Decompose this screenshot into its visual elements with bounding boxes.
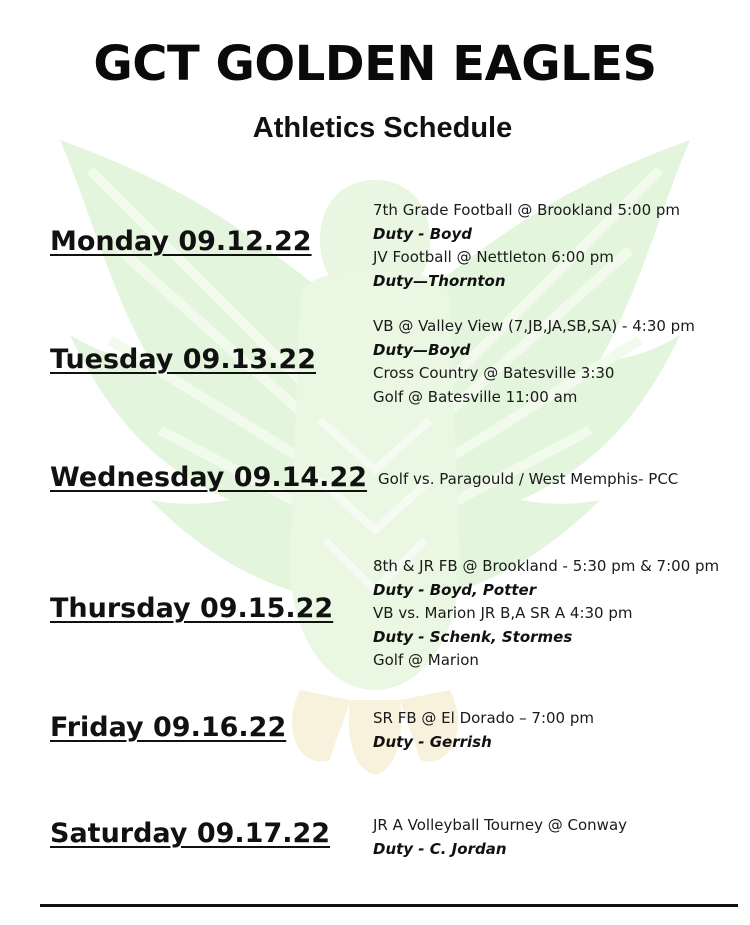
day-label-saturday: Saturday 09.17.22 [50,818,331,849]
duty-item: Duty - Boyd [373,224,473,243]
duty-item: Duty - Boyd, Potter [373,580,537,599]
events-thursday [373,555,719,673]
event-item: VB vs. Marion JR B,A SR A 4:30 pm [373,604,633,622]
event-item: JR A Volleyball Tourney @ Conway [373,816,628,834]
duty-item: Duty - Gerrish [373,732,492,751]
bottom-divider [40,904,738,907]
event-item: SR FB @ El Dorado – 7:00 pm [373,709,594,727]
day-label-monday: Monday 09.12.22 [50,226,312,257]
duty-item: Duty—Boyd [373,340,471,359]
day-label-friday: Friday 09.16.22 [50,712,287,743]
page-subtitle: Athletics Schedule [252,112,513,144]
events-friday [373,707,594,754]
day-label-wednesday: Wednesday 09.14.22 [50,462,368,493]
event-item: JV Football @ Nettleton 6:00 pm [373,248,614,266]
events-monday [373,199,680,293]
page-title: GCT GOLDEN EAGLES [93,36,657,92]
event-item: 8th & JR FB @ Brookland - 5:30 pm & 7:00 pm [373,557,720,575]
events-tuesday [373,315,695,409]
day-label-tuesday: Tuesday 09.13.22 [50,344,317,375]
duty-item: Duty - Schenk, Stormes [373,627,573,646]
event-item: 7th Grade Football @ Brookland 5:00 pm [373,201,681,219]
event-item: Golf @ Marion [373,651,479,669]
duty-item: Duty—Thornton [373,271,506,290]
duty-item: Duty - C. Jordan [373,839,507,858]
event-item: Golf vs. Paragould / West Memphis- PCC [378,470,679,488]
event-item: Golf @ Batesville 11:00 am [373,387,578,406]
events-saturday [373,814,627,861]
event-item: Cross Country @ Batesville 3:30 [373,364,615,382]
events-wednesday [378,468,678,492]
event-item: VB @ Valley View (7,JB,JA,SB,SA) - 4:30 pm [373,317,695,335]
day-label-thursday: Thursday 09.15.22 [50,593,334,624]
